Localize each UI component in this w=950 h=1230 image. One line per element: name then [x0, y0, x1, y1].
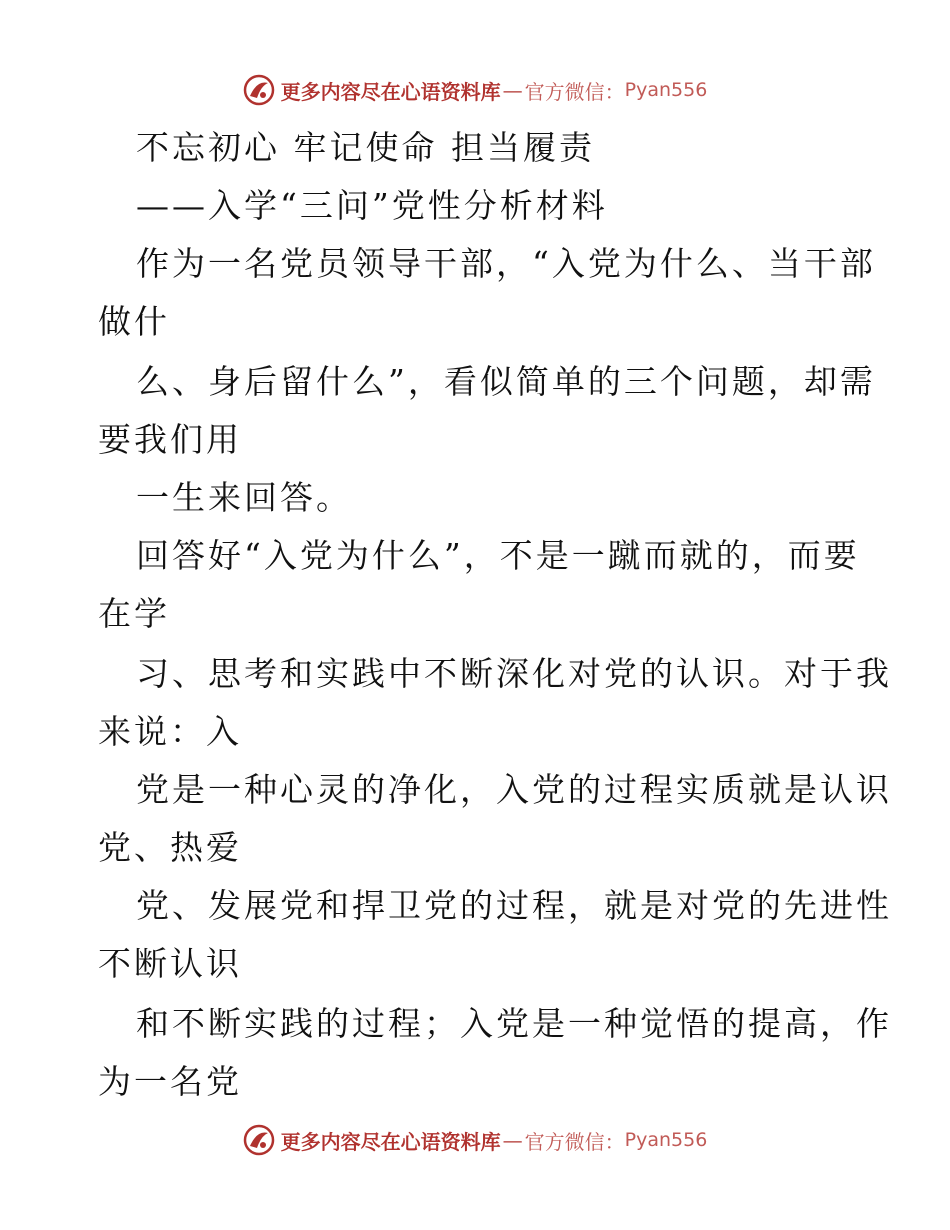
footer-brand-text: 更多内容尽在心语资料库 — [280, 1129, 501, 1154]
paragraph-line: 在学 — [98, 594, 170, 633]
document-subtitle: ——入学“三问”党性分析材料 — [136, 186, 608, 225]
paragraph-line: 为一名党 — [98, 1062, 242, 1101]
paragraph-line: 党、发展党和捍卫党的过程，就是对党的先进性 — [136, 886, 892, 925]
footer-wechat-label: 官方微信： — [524, 1129, 625, 1154]
paragraph-line: 党是一种心灵的净化，入党的过程实质就是认识 — [136, 770, 892, 809]
paragraph-line: 来说：入 — [98, 712, 242, 751]
paragraph-line: 作为一名党员领导干部，“入党为什么、当干部 — [136, 244, 876, 283]
paragraph-line: 么、身后留什么”，看似简单的三个问题，却需 — [136, 362, 876, 401]
paragraph-line: 党、热爱 — [98, 828, 242, 867]
paragraph-line: 做什 — [98, 302, 170, 341]
footer-dash: — — [502, 1128, 523, 1152]
brand-logo-icon — [243, 74, 275, 106]
footer-wechat-id: Pyan556 — [624, 1129, 708, 1151]
paragraph-line: 和不断实践的过程；入党是一种觉悟的提高，作 — [136, 1004, 892, 1043]
document-title: 不忘初心 牢记使命 担当履责 — [136, 128, 595, 167]
brand-logo-icon — [243, 1124, 275, 1156]
footer-banner — [0, 1120, 950, 1160]
paragraph-line: 一生来回答。 — [136, 478, 352, 517]
paragraph-line: 不断认识 — [98, 944, 242, 983]
header-dash: — — [502, 78, 523, 102]
header-wechat-id: Pyan556 — [624, 79, 708, 101]
header-brand-text: 更多内容尽在心语资料库 — [280, 79, 501, 104]
paragraph-line: 要我们用 — [98, 420, 242, 459]
paragraph-line: 习、思考和实践中不断深化对党的认识。对于我 — [136, 654, 892, 693]
paragraph-line: 回答好“入党为什么”，不是一蹴而就的，而要 — [136, 536, 860, 575]
header-wechat-label: 官方微信： — [524, 79, 625, 104]
header-banner — [0, 70, 950, 110]
